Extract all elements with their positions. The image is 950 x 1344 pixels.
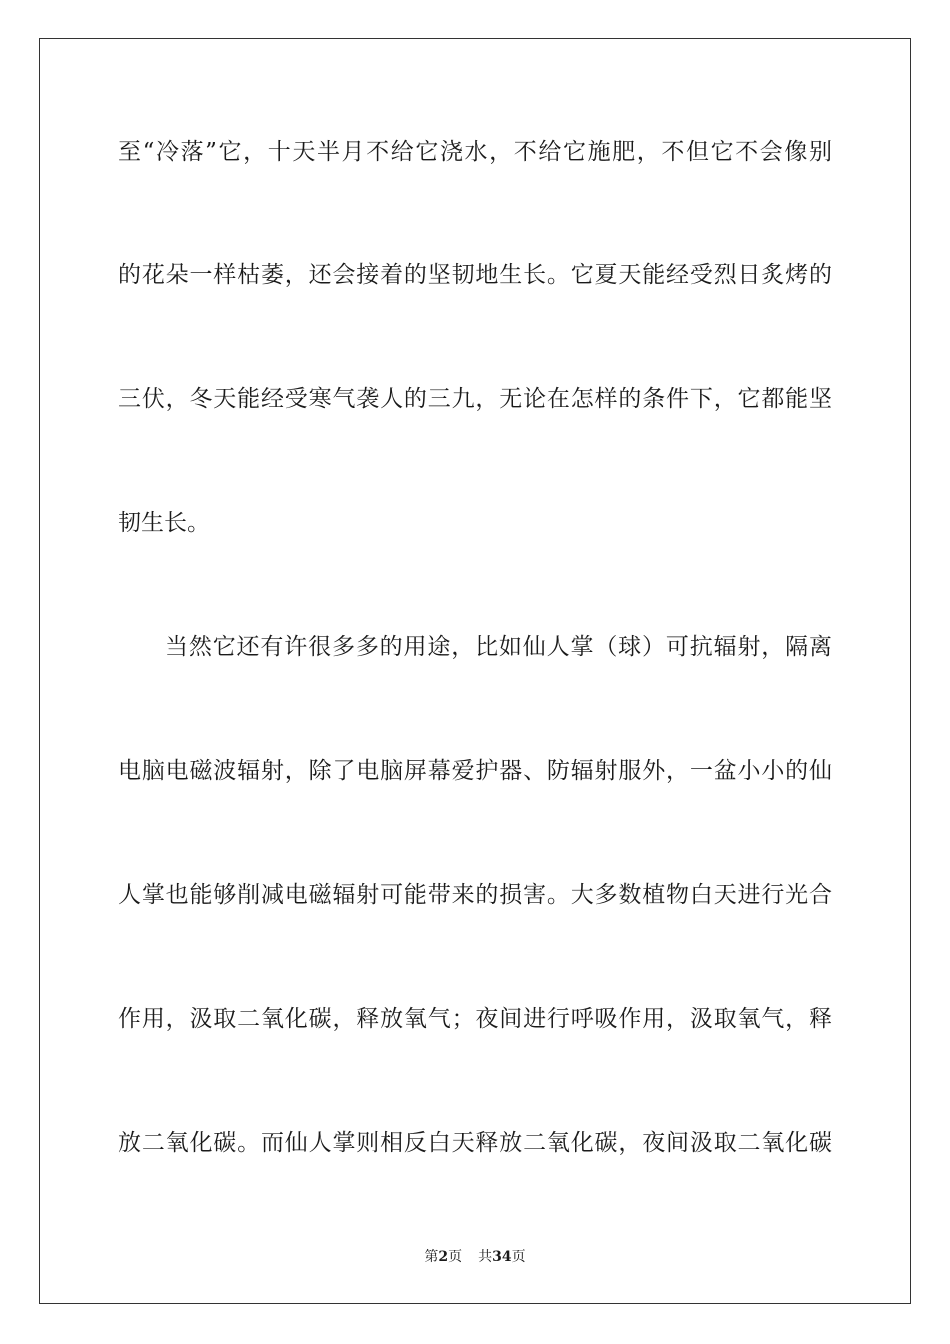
- paragraph-start-line: 当然它还有许很多多的用途，比如仙人掌（球）可抗辐射，隔离: [165, 634, 832, 660]
- text-line-1: 至“冷落”它，十天半月不给它浇水，不给它施肥，不但它不会像别: [118, 139, 832, 165]
- page-suffix: 页: [448, 1249, 463, 1265]
- text-line-3: 三伏，冬天能经受寒气袭人的三九，无论在怎样的条件下，它都能坚: [118, 386, 832, 412]
- total-pages: 34: [492, 1249, 512, 1265]
- total-suffix: 页: [511, 1249, 526, 1265]
- text-line-8: 作用，汲取二氧化碳，释放氧气；夜间进行呼吸作用，汲取氧气，释: [118, 1006, 832, 1032]
- page-number: 2: [438, 1249, 449, 1265]
- text-line-7: 人掌也能够削减电磁辐射可能带来的损害。大多数植物白天进行光合: [118, 882, 832, 908]
- page-footer: [0, 1248, 950, 1266]
- page-prefix: 第: [424, 1249, 439, 1265]
- text-line-4: 韧生长。: [118, 510, 210, 536]
- text-line-6: 电脑电磁波辐射，除了电脑屏幕爱护器、防辐射服外，一盆小小的仙: [118, 758, 832, 784]
- text-line-9: 放二氧化碳。而仙人掌则相反白天释放二氧化碳，夜间汲取二氧化碳: [118, 1130, 832, 1156]
- page-border: [39, 38, 911, 1304]
- total-prefix: 共: [478, 1249, 493, 1265]
- text-line-2: 的花朵一样枯萎，还会接着的坚韧地生长。它夏天能经受烈日炙烤的: [118, 262, 832, 288]
